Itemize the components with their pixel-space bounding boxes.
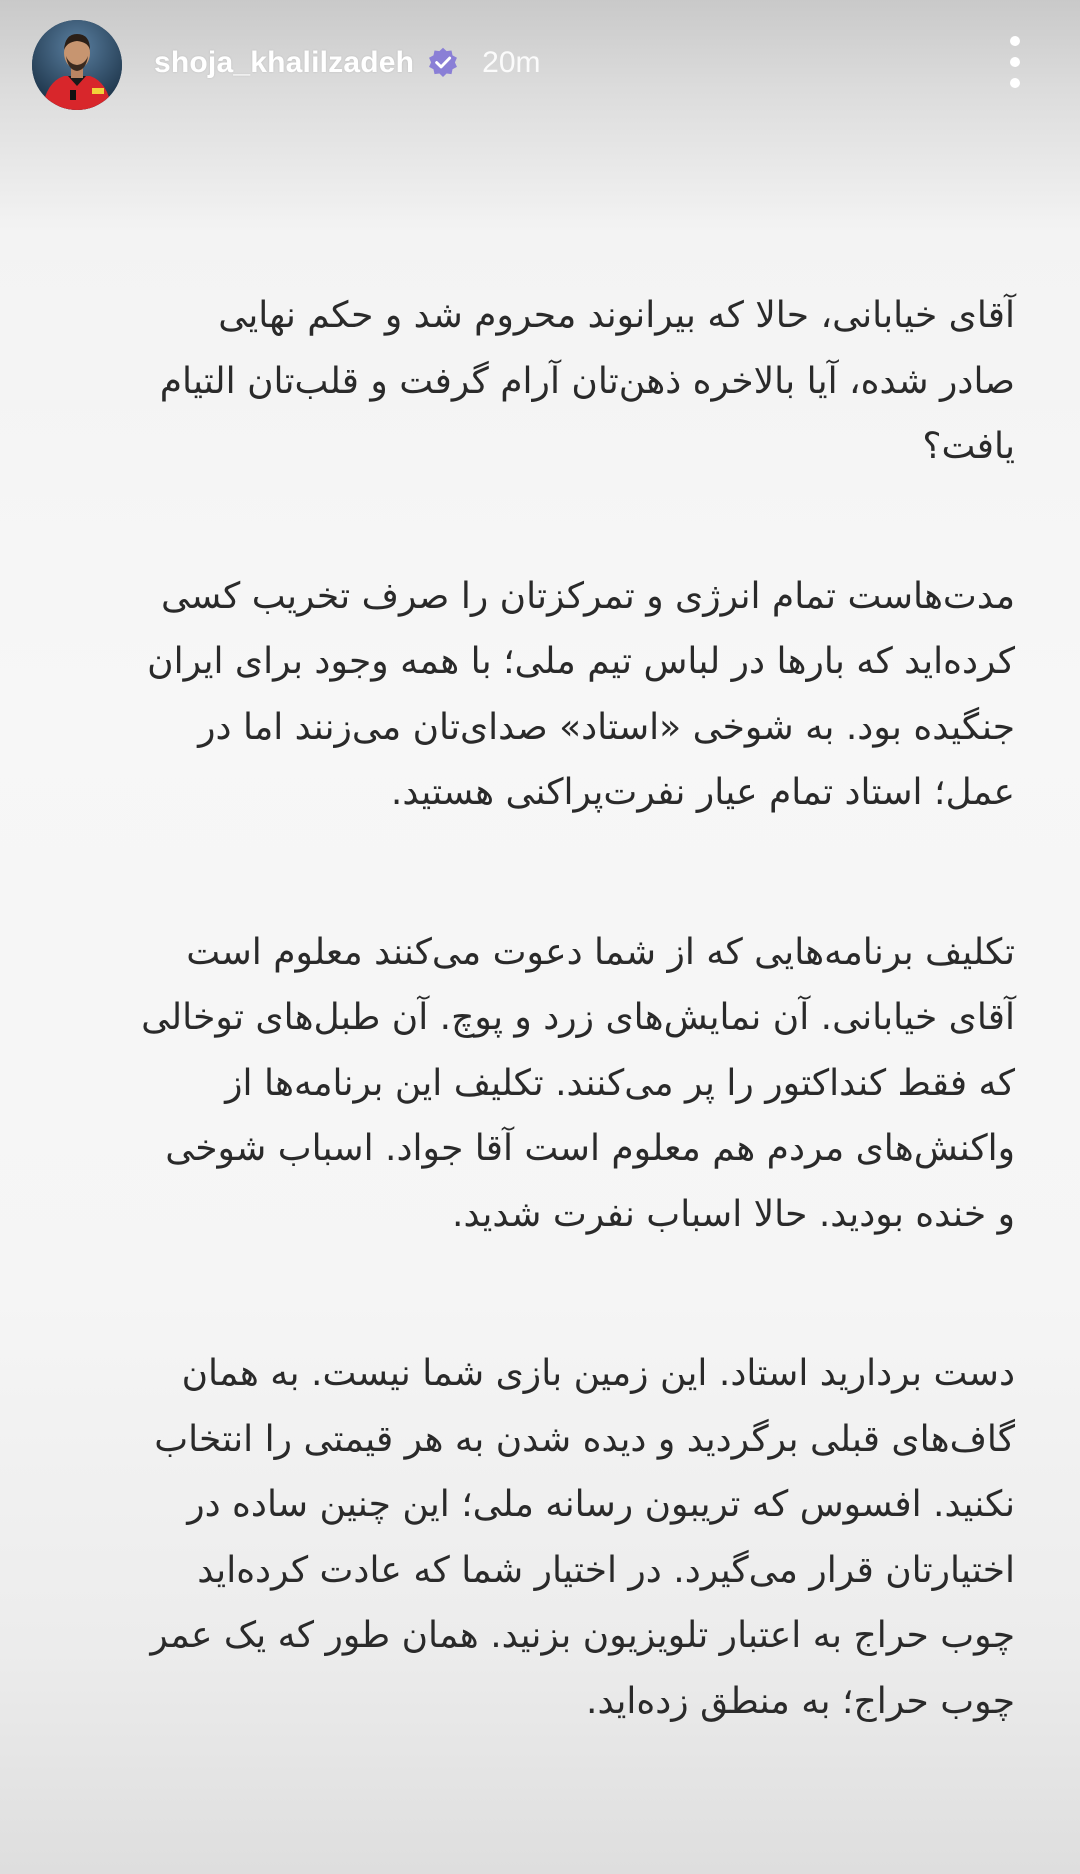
text-line: تکلیف برنامه‌هایی که از شما دعوت می‌کنند معلوم است xyxy=(186,931,1015,973)
text-line: نکنید. افسوس که تریبون رسانه ملی؛ این چنین ساده در xyxy=(187,1484,1015,1525)
paragraph-2 xyxy=(125,564,1015,826)
paragraph-4 xyxy=(125,1341,1015,1734)
text-line: کرده‌اید که بارها در لباس تیم ملی؛ با همه وجود برای ایران xyxy=(147,641,1015,682)
text-line: و خنده بودید. حالا اسباب نفرت شدید. xyxy=(452,1193,1015,1235)
text-line: چوب حراج؛ به منطق زده‌اید. xyxy=(586,1680,1015,1722)
paragraph-3 xyxy=(125,920,1015,1248)
timestamp: 20m xyxy=(482,46,541,79)
text-line: واکنش‌های مردم هم معلوم است آقا جواد. اسباب شوخی xyxy=(165,1128,1015,1169)
text-line: گاف‌های قبلی برگردید و دیده شدن به هر قیمتی را انتخاب xyxy=(154,1418,1015,1460)
text-line: چوب حراج به اعتبار تلویزیون بزنید. همان طور که یک عمر xyxy=(150,1615,1015,1656)
text-line: آقای خیابانی. آن نمایش‌های زرد و پوچ. آن طبل‌های توخالی xyxy=(141,997,1015,1038)
avatar[interactable] xyxy=(32,20,122,110)
text-line: عمل؛ استاد تمام عیار نفرت‌پراکنی هستید. xyxy=(390,772,1015,813)
text-line: صادر شده، آیا بالاخره ذهن‌تان آرام گرفت و قلب‌تان التیام xyxy=(159,360,1015,402)
text-line: آقای خیابانی، حالا که بیرانوند محروم شد و حکم نهایی xyxy=(218,295,1015,336)
username[interactable]: shoja_khalilzadeh xyxy=(154,46,415,79)
text-line: اختیارتان قرار می‌گیرد. در اختیار شما که عادت کرده‌اید xyxy=(197,1549,1015,1591)
text-line: دست بردارید استاد. این زمین بازی شما نیست. به همان xyxy=(181,1353,1015,1394)
paragraph-1 xyxy=(125,283,1015,480)
text-line: که فقط کنداکتور را پر می‌کنند. تکلیف این برنامه‌ها از xyxy=(225,1062,1015,1104)
text-line: مدت‌هاست تمام انرژی و تمرکزتان را صرف تخریب کسی xyxy=(160,575,1015,617)
username-row xyxy=(154,38,541,88)
story-header xyxy=(0,0,1080,130)
more-vertical-icon[interactable] xyxy=(1000,34,1030,90)
verified-badge-icon xyxy=(426,46,460,80)
text-line: یافت؟ xyxy=(922,426,1015,467)
text-line: جنگیده بود. به شوخی «استاد» صدای‌تان می‌زنند اما در xyxy=(198,706,1015,748)
avatar-photo xyxy=(32,20,122,110)
story-text xyxy=(125,283,1015,1734)
